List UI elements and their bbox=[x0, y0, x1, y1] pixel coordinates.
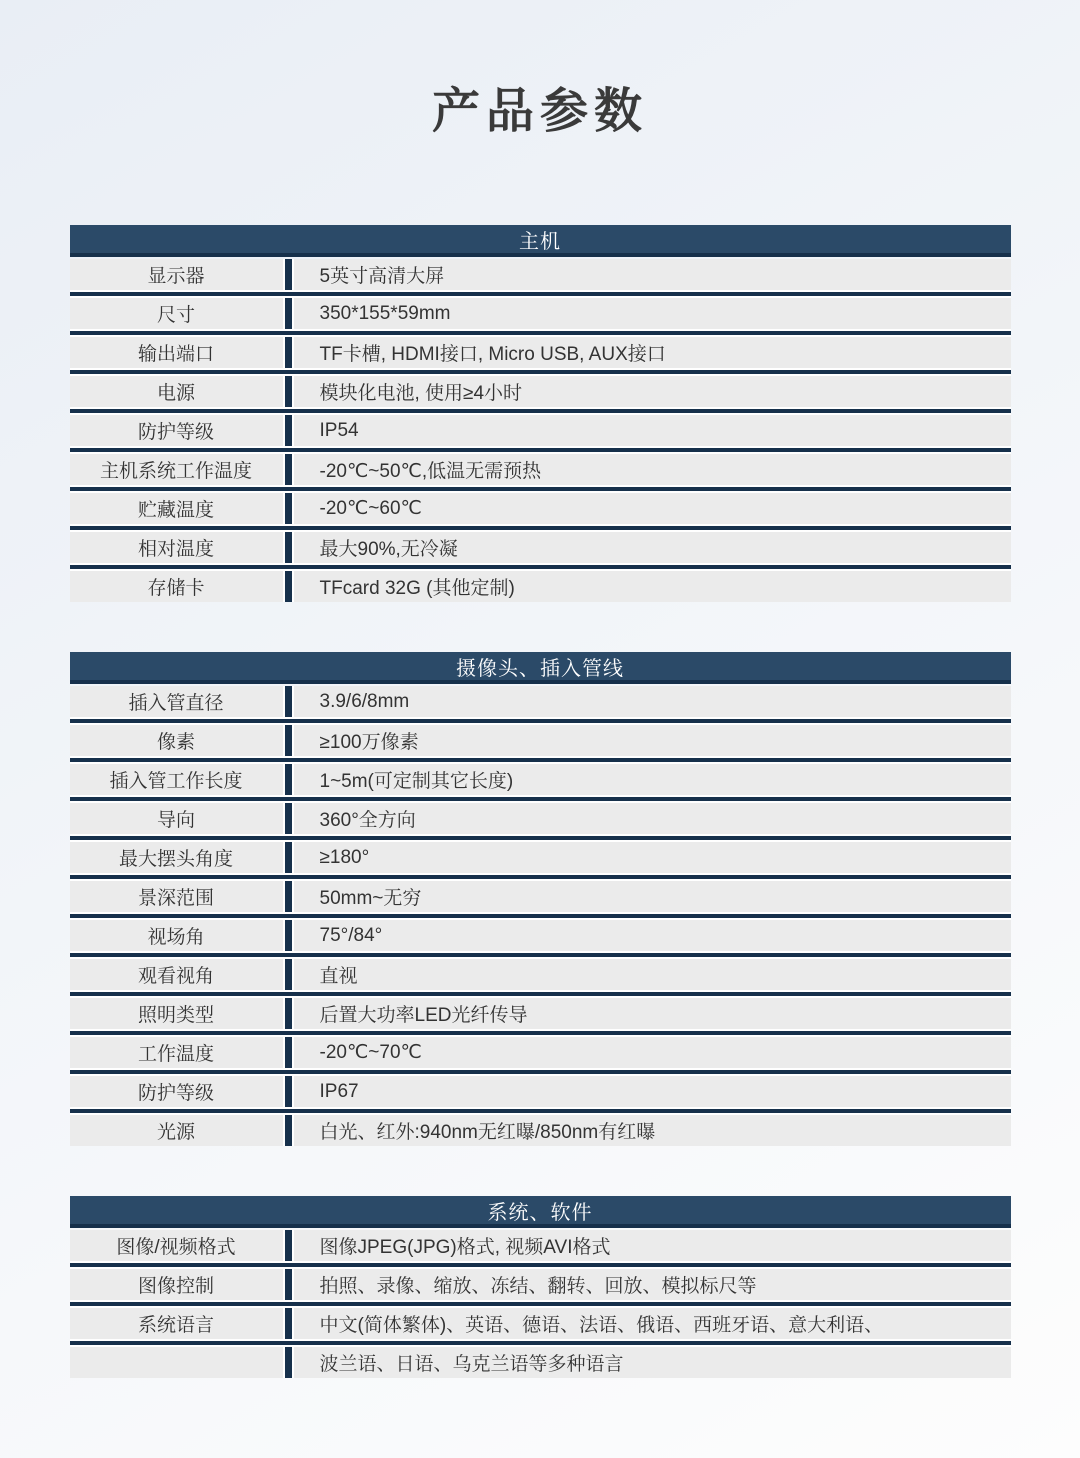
spec-label: 显示器 bbox=[70, 259, 283, 290]
spec-row bbox=[70, 415, 1011, 446]
row-separator bbox=[70, 370, 1011, 374]
spec-label: 防护等级 bbox=[70, 1076, 283, 1107]
row-separator bbox=[70, 719, 1011, 723]
spec-label: 输出端口 bbox=[70, 337, 283, 368]
spec-value: -20℃~60℃ bbox=[294, 493, 1011, 524]
spec-label bbox=[70, 1347, 283, 1378]
row-separator bbox=[70, 487, 1011, 491]
spec-row bbox=[70, 376, 1011, 407]
column-divider bbox=[285, 532, 292, 563]
spec-label: 存储卡 bbox=[70, 571, 283, 602]
spec-row bbox=[70, 959, 1011, 990]
column-divider bbox=[285, 959, 292, 990]
spec-label: 光源 bbox=[70, 1115, 283, 1146]
column-divider bbox=[285, 686, 292, 717]
spec-label: 工作温度 bbox=[70, 1037, 283, 1068]
row-separator bbox=[70, 875, 1011, 879]
spec-value: 1~5m(可定制其它长度) bbox=[294, 764, 1011, 795]
column-divider bbox=[285, 1308, 292, 1339]
column-divider bbox=[285, 1230, 292, 1261]
spec-row bbox=[70, 337, 1011, 368]
spec-value: TF卡槽, HDMI接口, Micro USB, AUX接口 bbox=[294, 337, 1011, 368]
spec-label: 图像控制 bbox=[70, 1269, 283, 1300]
spec-label: 贮藏温度 bbox=[70, 493, 283, 524]
row-separator bbox=[70, 1109, 1011, 1113]
spec-label: 观看视角 bbox=[70, 959, 283, 990]
spec-label: 图像/视频格式 bbox=[70, 1230, 283, 1261]
column-divider bbox=[285, 920, 292, 951]
column-divider bbox=[285, 725, 292, 756]
table-header: 主机 bbox=[70, 225, 1011, 257]
spec-value: 360°全方向 bbox=[294, 803, 1011, 834]
spec-value: -20℃~50℃,低温无需预热 bbox=[294, 454, 1011, 485]
spec-label: 最大摆头角度 bbox=[70, 842, 283, 873]
table-header: 系统、软件 bbox=[70, 1196, 1011, 1228]
spec-row bbox=[70, 1269, 1011, 1300]
column-divider bbox=[285, 571, 292, 602]
spec-label: 照明类型 bbox=[70, 998, 283, 1029]
table-rows bbox=[70, 686, 1011, 1146]
spec-value: TFcard 32G (其他定制) bbox=[294, 571, 1011, 602]
spec-row bbox=[70, 298, 1011, 329]
spec-row bbox=[70, 259, 1011, 290]
spec-table-system-software bbox=[70, 1196, 1011, 1378]
row-separator bbox=[70, 448, 1011, 452]
spec-label: 主机系统工作温度 bbox=[70, 454, 283, 485]
column-divider bbox=[285, 493, 292, 524]
row-separator bbox=[70, 1031, 1011, 1035]
spec-value: 50mm~无穷 bbox=[294, 881, 1011, 912]
column-divider bbox=[285, 998, 292, 1029]
row-separator bbox=[70, 1341, 1011, 1345]
column-divider bbox=[285, 1115, 292, 1146]
row-separator bbox=[70, 953, 1011, 957]
spec-label: 系统语言 bbox=[70, 1308, 283, 1339]
column-divider bbox=[285, 842, 292, 873]
column-divider bbox=[285, 259, 292, 290]
spec-row bbox=[70, 1230, 1011, 1261]
row-separator bbox=[70, 1302, 1011, 1306]
spec-label: 导向 bbox=[70, 803, 283, 834]
row-separator bbox=[70, 992, 1011, 996]
spec-value: 350*155*59mm bbox=[294, 298, 1011, 329]
column-divider bbox=[285, 1269, 292, 1300]
spec-label: 相对温度 bbox=[70, 532, 283, 563]
spec-row bbox=[70, 454, 1011, 485]
column-divider bbox=[285, 1076, 292, 1107]
spec-value: 直视 bbox=[294, 959, 1011, 990]
spec-label: 电源 bbox=[70, 376, 283, 407]
column-divider bbox=[285, 376, 292, 407]
spec-row bbox=[70, 1076, 1011, 1107]
row-separator bbox=[70, 1070, 1011, 1074]
spec-value: -20℃~70℃ bbox=[294, 1037, 1011, 1068]
row-separator bbox=[70, 797, 1011, 801]
spec-row bbox=[70, 493, 1011, 524]
column-divider bbox=[285, 803, 292, 834]
row-separator bbox=[70, 758, 1011, 762]
spec-value: ≥100万像素 bbox=[294, 725, 1011, 756]
spec-value: 中文(简体繁体)、英语、德语、法语、俄语、西班牙语、意大利语、 bbox=[294, 1308, 1011, 1339]
spec-row bbox=[70, 842, 1011, 873]
spec-table-camera-probe bbox=[70, 652, 1011, 1146]
spec-label: 像素 bbox=[70, 725, 283, 756]
row-separator bbox=[70, 836, 1011, 840]
column-divider bbox=[285, 1037, 292, 1068]
spec-row bbox=[70, 571, 1011, 602]
spec-table-host bbox=[70, 225, 1011, 602]
spec-value: 后置大功率LED光纤传导 bbox=[294, 998, 1011, 1029]
spec-row bbox=[70, 920, 1011, 951]
spec-value: 75°/84° bbox=[294, 920, 1011, 951]
spec-value: 5英寸高清大屏 bbox=[294, 259, 1011, 290]
spec-row bbox=[70, 1347, 1011, 1378]
page-title: 产品参数 bbox=[431, 85, 648, 138]
spec-row bbox=[70, 1115, 1011, 1146]
column-divider bbox=[285, 764, 292, 795]
spec-label: 防护等级 bbox=[70, 415, 283, 446]
table-rows bbox=[70, 1230, 1011, 1378]
spec-value: IP54 bbox=[294, 415, 1011, 446]
spec-row bbox=[70, 1308, 1011, 1339]
row-separator bbox=[70, 565, 1011, 569]
row-separator bbox=[70, 1263, 1011, 1267]
row-separator bbox=[70, 526, 1011, 530]
spec-value: 模块化电池, 使用≥4小时 bbox=[294, 376, 1011, 407]
column-divider bbox=[285, 415, 292, 446]
spec-row bbox=[70, 725, 1011, 756]
column-divider bbox=[285, 337, 292, 368]
spec-value: IP67 bbox=[294, 1076, 1011, 1107]
column-divider bbox=[285, 881, 292, 912]
spec-value: 3.9/6/8mm bbox=[294, 686, 1011, 717]
column-divider bbox=[285, 298, 292, 329]
spec-value: 最大90%,无冷凝 bbox=[294, 532, 1011, 563]
spec-label: 插入管直径 bbox=[70, 686, 283, 717]
spec-label: 景深范围 bbox=[70, 881, 283, 912]
spec-value: ≥180° bbox=[294, 842, 1011, 873]
spec-value: 拍照、录像、缩放、冻结、翻转、回放、模拟标尺等 bbox=[294, 1269, 1011, 1300]
spec-row bbox=[70, 881, 1011, 912]
column-divider bbox=[285, 454, 292, 485]
spec-row bbox=[70, 764, 1011, 795]
row-separator bbox=[70, 409, 1011, 413]
spec-row bbox=[70, 1037, 1011, 1068]
table-rows bbox=[70, 259, 1011, 602]
spec-value: 波兰语、日语、乌克兰语等多种语言 bbox=[294, 1347, 1011, 1378]
spec-value: 图像JPEG(JPG)格式, 视频AVI格式 bbox=[294, 1230, 1011, 1261]
row-separator bbox=[70, 331, 1011, 335]
spec-row bbox=[70, 803, 1011, 834]
row-separator bbox=[70, 292, 1011, 296]
row-separator bbox=[70, 914, 1011, 918]
spec-row bbox=[70, 998, 1011, 1029]
spec-label: 插入管工作长度 bbox=[70, 764, 283, 795]
column-divider bbox=[285, 1347, 292, 1378]
spec-label: 视场角 bbox=[70, 920, 283, 951]
spec-row bbox=[70, 686, 1011, 717]
spec-value: 白光、红外:940nm无红曝/850nm有红曝 bbox=[294, 1115, 1011, 1146]
spec-row bbox=[70, 532, 1011, 563]
table-header: 摄像头、插入管线 bbox=[70, 652, 1011, 684]
spec-label: 尺寸 bbox=[70, 298, 283, 329]
